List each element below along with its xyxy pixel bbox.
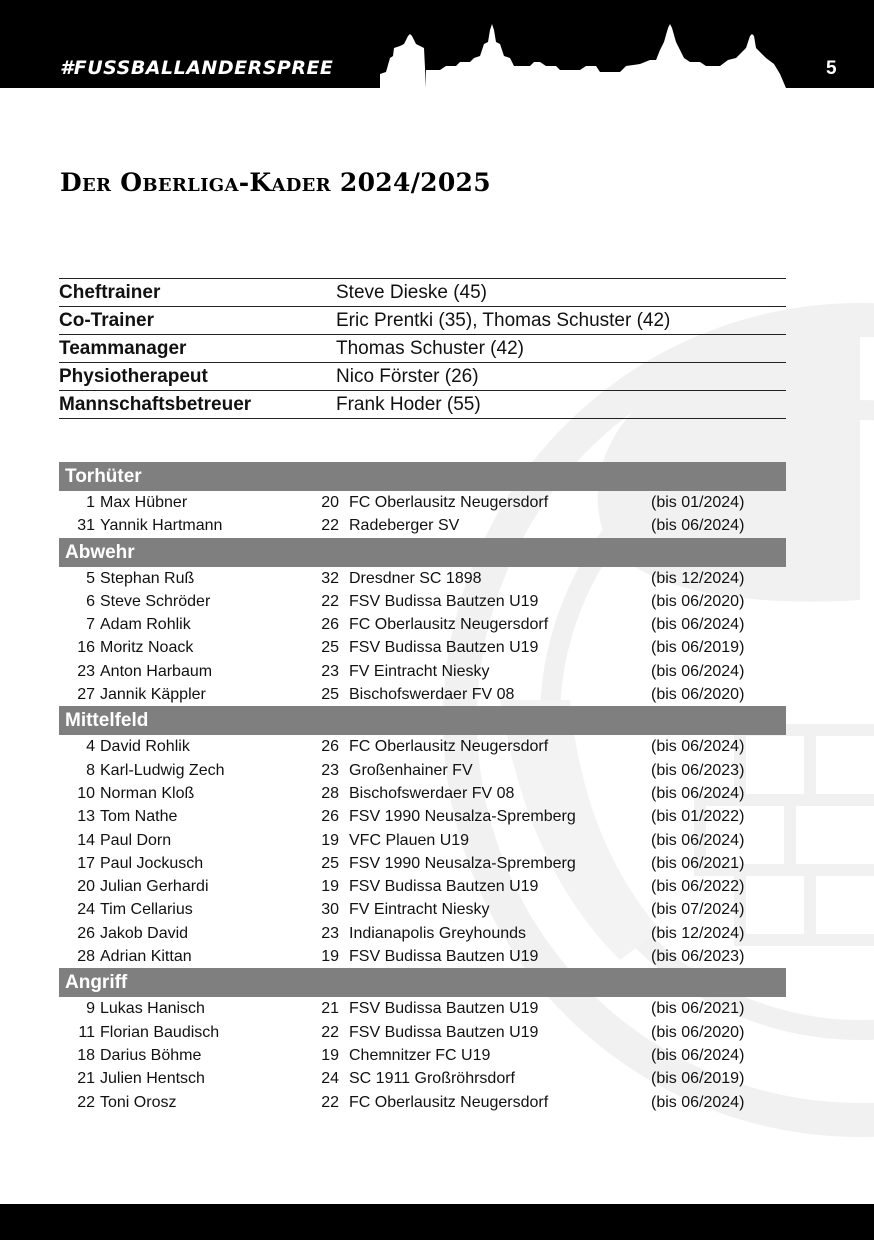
player-number: 22 — [77, 1093, 95, 1111]
player-age: 30 — [321, 901, 339, 919]
section-header: Angriff — [59, 968, 786, 997]
player-row — [59, 567, 786, 590]
player-row — [59, 782, 786, 805]
section-header: Abwehr — [59, 538, 786, 567]
player-number: 24 — [77, 901, 95, 919]
player-row — [59, 660, 786, 683]
player-age: 25 — [321, 639, 339, 657]
page-number: 5 — [826, 58, 837, 79]
player-age: 26 — [321, 808, 339, 826]
player-row — [59, 683, 786, 706]
player-name: Anton Harbaum — [100, 662, 213, 680]
player-club: FSV Budissa Bautzen U19 — [349, 639, 539, 657]
player-number: 6 — [86, 592, 95, 610]
player-row — [59, 514, 786, 537]
player-contract: (bis 06/2024) — [651, 662, 745, 680]
player-name: Karl-Ludwig Zech — [100, 761, 225, 779]
player-club: SC 1911 Großröhrsdorf — [349, 1070, 515, 1088]
player-name: Stephan Ruß — [100, 569, 195, 587]
player-age: 26 — [321, 616, 339, 634]
player-number: 5 — [86, 569, 95, 587]
player-name: Florian Baudisch — [100, 1023, 220, 1041]
player-row — [59, 759, 786, 782]
player-contract: (bis 06/2024) — [651, 616, 745, 634]
player-club: FV Eintracht Niesky — [349, 662, 490, 680]
player-name: David Rohlik — [100, 738, 190, 756]
player-contract: (bis 06/2020) — [651, 1023, 745, 1041]
player-contract: (bis 06/2024) — [651, 831, 745, 849]
player-contract: (bis 06/2024) — [651, 784, 745, 802]
player-name: Jannik Käppler — [100, 686, 206, 704]
player-age: 32 — [321, 569, 339, 587]
player-age: 19 — [321, 1046, 339, 1064]
player-row — [59, 997, 786, 1020]
player-club: VFC Plauen U19 — [349, 831, 470, 849]
player-name: Adrian Kittan — [100, 948, 192, 966]
player-contract: (bis 06/2022) — [651, 878, 745, 896]
player-contract: (bis 07/2024) — [651, 901, 745, 919]
player-name: Julian Gerhardi — [100, 878, 209, 896]
player-age: 19 — [321, 831, 339, 849]
player-age: 25 — [321, 686, 339, 704]
page-title: Der Oberliga-Kader 2024/2025 — [60, 168, 491, 197]
player-number: 26 — [77, 924, 95, 942]
player-club: FC Oberlausitz Neugersdorf — [349, 494, 549, 511]
player-age: 22 — [321, 592, 339, 610]
player-age: 19 — [321, 948, 339, 966]
player-club: FC Oberlausitz Neugersdorf — [349, 1093, 549, 1111]
player-club: Bischofswerdaer FV 08 — [349, 784, 515, 802]
player-row — [59, 491, 786, 514]
player-club: Dresdner SC 1898 — [349, 569, 482, 587]
staff-role: Cheftrainer — [59, 279, 336, 307]
player-age: 22 — [321, 1093, 339, 1111]
player-row — [59, 875, 786, 898]
player-number: 20 — [77, 878, 95, 896]
player-name: Paul Jockusch — [100, 854, 204, 872]
player-row — [59, 613, 786, 636]
player-contract: (bis 06/2021) — [651, 1000, 745, 1018]
player-contract: (bis 06/2020) — [651, 686, 745, 704]
header-bar — [0, 0, 874, 88]
player-age: 25 — [321, 854, 339, 872]
player-row — [59, 1021, 786, 1044]
player-row — [59, 898, 786, 921]
staff-row — [59, 335, 786, 363]
player-row — [59, 735, 786, 758]
player-name: Yannik Hartmann — [100, 517, 223, 535]
player-age: 24 — [321, 1070, 339, 1088]
player-contract: (bis 06/2020) — [651, 592, 745, 610]
player-number: 8 — [86, 761, 95, 779]
player-contract: (bis 12/2024) — [651, 569, 745, 587]
player-name: Norman Kloß — [100, 784, 195, 802]
player-row — [59, 829, 786, 852]
player-row — [59, 1044, 786, 1067]
staff-role: Co-Trainer — [59, 307, 336, 335]
player-contract: (bis 01/2022) — [651, 808, 745, 826]
staff-name: Frank Hoder (55) — [336, 391, 786, 419]
player-row — [59, 1091, 786, 1114]
player-age: 22 — [321, 517, 339, 535]
player-name: Julien Hentsch — [100, 1070, 205, 1088]
player-number: 21 — [77, 1070, 95, 1088]
staff-row — [59, 279, 786, 307]
player-number: 23 — [77, 662, 95, 680]
player-club: FC Oberlausitz Neugersdorf — [349, 616, 549, 634]
staff-role: Teammanager — [59, 335, 336, 363]
player-club: Bischofswerdaer FV 08 — [349, 686, 515, 704]
player-age: 21 — [321, 1000, 339, 1018]
player-age: 23 — [321, 761, 339, 779]
player-number: 9 — [86, 1000, 95, 1018]
player-row — [59, 805, 786, 828]
player-name: Tom Nathe — [100, 808, 178, 826]
staff-name: Steve Dieske (45) — [336, 279, 786, 307]
player-number: 4 — [86, 738, 95, 756]
player-club: FSV Budissa Bautzen U19 — [349, 1000, 539, 1018]
hashtag-label: #FUSSBALLANDERSPREE — [60, 57, 334, 79]
player-row — [59, 590, 786, 613]
player-contract: (bis 06/2019) — [651, 1070, 745, 1088]
player-name: Moritz Noack — [100, 639, 194, 657]
player-row — [59, 636, 786, 659]
player-name: Steve Schröder — [100, 592, 211, 610]
player-row — [59, 852, 786, 875]
player-club: FC Oberlausitz Neugersdorf — [349, 738, 549, 756]
player-name: Max Hübner — [100, 494, 188, 511]
player-club: FSV Budissa Bautzen U19 — [349, 1023, 539, 1041]
player-row — [59, 1067, 786, 1090]
player-row — [59, 945, 786, 968]
player-name: Darius Böhme — [100, 1046, 202, 1064]
staff-name: Nico Förster (26) — [336, 363, 786, 391]
player-name: Jakob David — [100, 924, 189, 942]
player-number: 11 — [78, 1023, 95, 1041]
player-name: Toni Orosz — [100, 1093, 177, 1111]
player-club: FSV 1990 Neusalza-Spremberg — [349, 808, 576, 826]
staff-row — [59, 363, 786, 391]
player-number: 1 — [86, 494, 95, 511]
player-row — [59, 922, 786, 945]
player-club: FSV Budissa Bautzen U19 — [349, 878, 539, 896]
player-number: 18 — [77, 1046, 95, 1064]
player-number: 27 — [77, 686, 95, 704]
staff-name: Thomas Schuster (42) — [336, 335, 786, 363]
player-contract: (bis 12/2024) — [651, 924, 745, 942]
staff-row — [59, 391, 786, 419]
player-club: FSV 1990 Neusalza-Spremberg — [349, 854, 576, 872]
player-number: 14 — [77, 831, 95, 849]
player-contract: (bis 06/2023) — [651, 761, 745, 779]
player-age: 23 — [321, 662, 339, 680]
player-contract: (bis 01/2024) — [651, 494, 745, 511]
player-age: 28 — [321, 784, 339, 802]
player-contract: (bis 06/2021) — [651, 854, 745, 872]
player-club: Radeberger SV — [349, 517, 460, 535]
player-age: 23 — [321, 924, 339, 942]
player-club: FSV Budissa Bautzen U19 — [349, 592, 539, 610]
player-club: Großenhainer FV — [349, 761, 473, 779]
staff-role: Mannschaftsbetreuer — [59, 391, 336, 419]
section-header: Mittelfeld — [59, 706, 786, 735]
player-club: Chemnitzer FC U19 — [349, 1046, 491, 1064]
player-contract: (bis 06/2024) — [651, 1093, 745, 1111]
player-club: FV Eintracht Niesky — [349, 901, 490, 919]
player-age: 26 — [321, 738, 339, 756]
staff-role: Physiotherapeut — [59, 363, 336, 391]
staff-table — [59, 278, 786, 419]
player-age: 22 — [321, 1023, 339, 1041]
player-number: 28 — [77, 948, 95, 966]
player-number: 17 — [77, 854, 95, 872]
player-name: Lukas Hanisch — [100, 1000, 205, 1018]
player-number: 7 — [86, 616, 95, 634]
player-name: Tim Cellarius — [100, 901, 193, 919]
player-contract: (bis 06/2023) — [651, 948, 745, 966]
player-number: 10 — [77, 784, 95, 802]
footer-bar — [0, 1204, 874, 1240]
player-contract: (bis 06/2024) — [651, 517, 745, 535]
player-contract: (bis 06/2019) — [651, 639, 745, 657]
player-contract: (bis 06/2024) — [651, 1046, 745, 1064]
player-number: 16 — [77, 639, 95, 657]
player-age: 20 — [321, 494, 339, 511]
staff-row — [59, 307, 786, 335]
player-name: Adam Rohlik — [100, 616, 191, 634]
player-contract: (bis 06/2024) — [651, 738, 745, 756]
section-header: Torhüter — [59, 462, 786, 491]
player-club: Indianapolis Greyhounds — [349, 924, 527, 942]
staff-name: Eric Prentki (35), Thomas Schuster (42) — [336, 307, 786, 335]
player-club: FSV Budissa Bautzen U19 — [349, 948, 539, 966]
player-name: Paul Dorn — [100, 831, 172, 849]
squad-list — [59, 462, 786, 1114]
player-age: 19 — [321, 878, 339, 896]
player-number: 31 — [77, 517, 95, 535]
player-number: 13 — [77, 808, 95, 826]
